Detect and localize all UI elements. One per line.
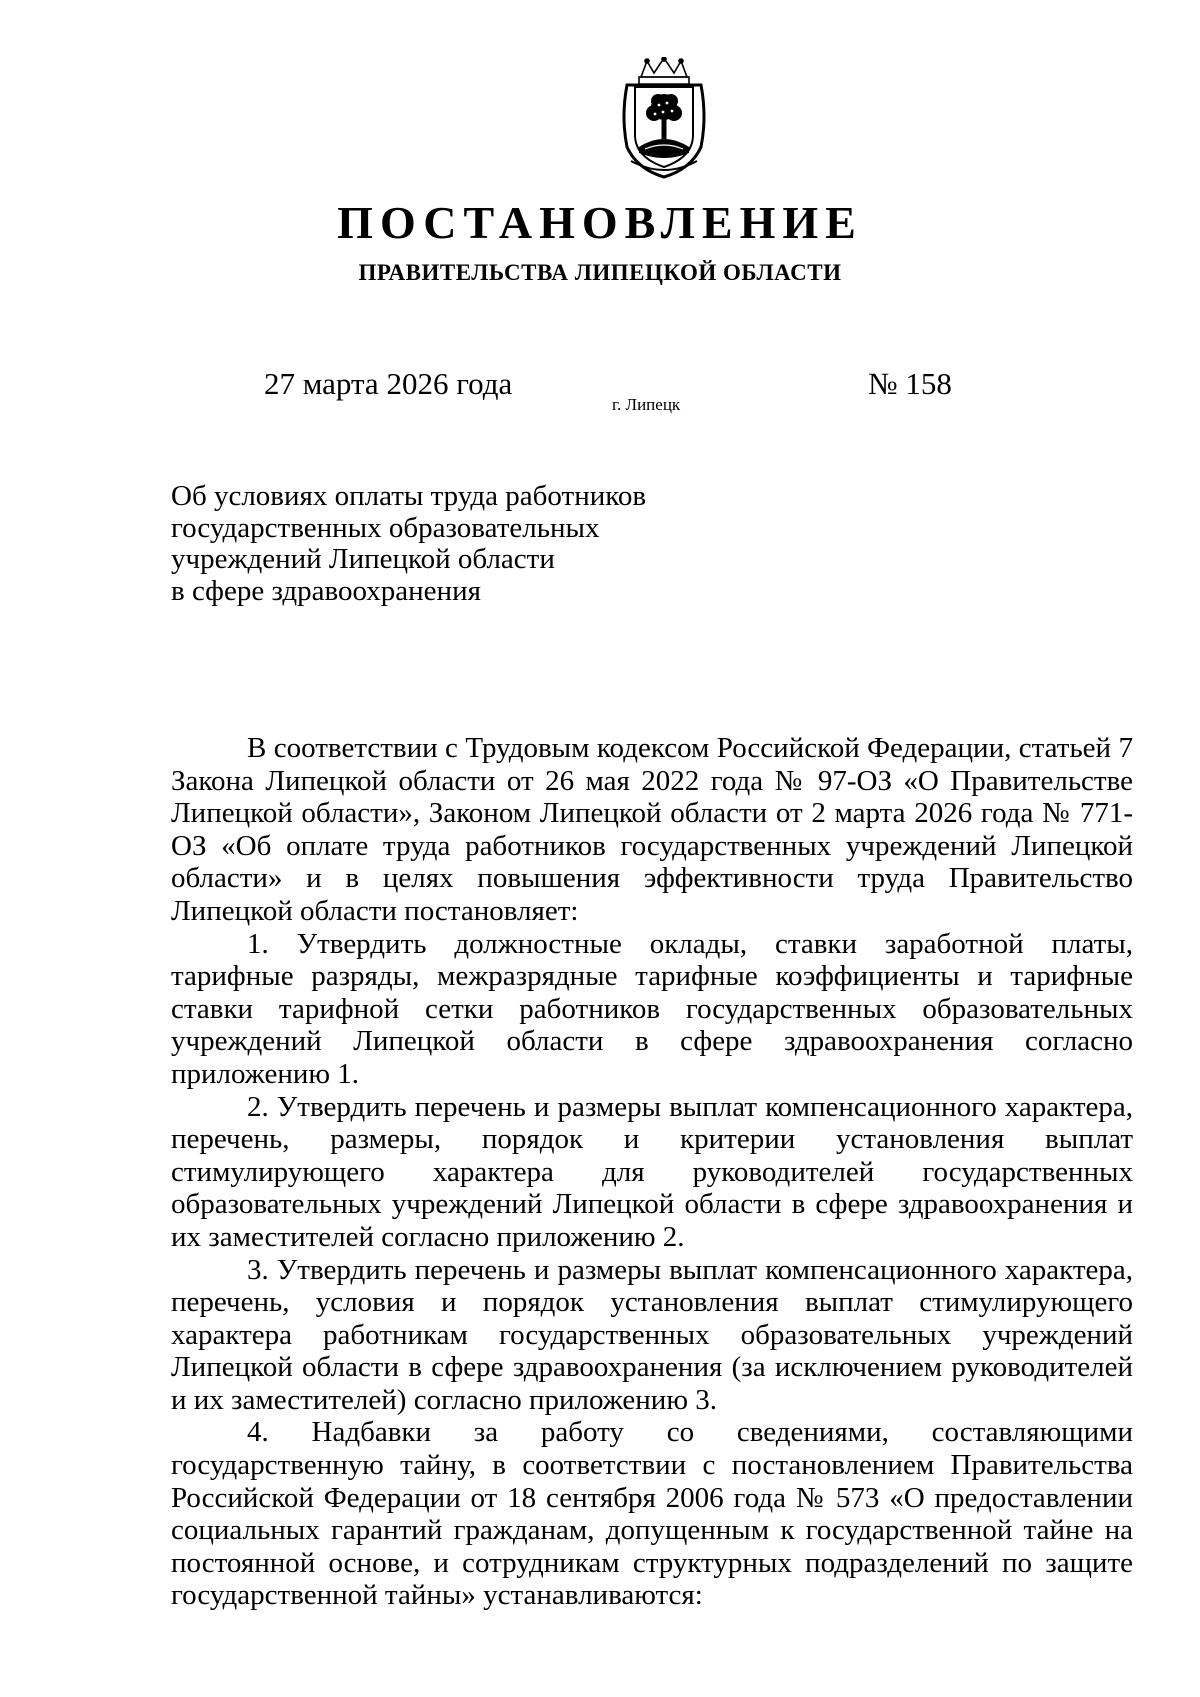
title-line: государственных образовательных	[171, 511, 600, 544]
document-city: г. Липецк	[612, 395, 681, 414]
title-line: Об условиях оплаты труда работников	[171, 480, 647, 512]
coat-of-arms-icon	[617, 57, 711, 179]
document-type-heading: ПОСТАНОВЛЕНИЕ	[337, 197, 863, 248]
document-date: 27 марта 2026 года	[264, 366, 513, 401]
preamble-paragraph: В соответствии с Трудовым кодексом Российской Федерации, статьей 7 Закона Липецкой области от 26 мая 2022 года № 97-ОЗ «О Правительстве Липецкой области», Законом Липецкой области от 2 марта 2026 года № 771-ОЗ «Об оплате труда работников государственных учреждений Липецкой области» и в целях повышения эффективности труда Правительство Липецкой области постановляет:	[171, 732, 1133, 927]
title-line: учреждений Липецкой области	[171, 543, 555, 575]
clause-paragraph-1: 1. Утвердить должностные оклады, ставки заработной платы, тарифные разряды, межразрядные тарифные коэффициенты и тарифные ставки тарифной сетки работников государственных образовательных учреждений Липецкой области в сфере здравоохранения согласно приложению 1.	[171, 927, 1133, 1090]
document-title	[171, 481, 691, 607]
clause-paragraph-2: 2. Утвердить перечень и размеры выплат компенсационного характера, перечень, размеры, порядок и критерии установления выплат стимулирующего характера для руководителей государственных образовательных учреждений Липецкой области в сфере здравоохранения и их заместителей согласно приложению 2.	[171, 1090, 1133, 1253]
document-number: № 158	[868, 366, 952, 401]
issuing-authority: ПРАВИТЕЛЬСТВА ЛИПЕЦКОЙ ОБЛАСТИ	[358, 260, 842, 285]
clause-paragraph-4: 4. Надбавки за работу со сведениями, составляющими государственную тайну, в соответствии с постановлением Правительства Российской Федерации от 18 сентября 2006 года № 573 «О предоставлении социальных гарантий гражданам, допущенным к государственной тайне на постоянной основе, и сотрудникам структурных подразделений по защите государственной тайны» устанавливаются:	[171, 1416, 1133, 1612]
clause-paragraph-3: 3. Утвердить перечень и размеры выплат компенсационного характера, перечень, условия и порядок установления выплат стимулирующего характера работникам государственных образовательных учреждений Липецкой области в сфере здравоохранения (за исключением руководителей и их заместителей) согласно приложению 3.	[171, 1253, 1133, 1416]
document-body	[171, 732, 1133, 1612]
title-line: в сфере здравоохранения	[171, 574, 481, 607]
